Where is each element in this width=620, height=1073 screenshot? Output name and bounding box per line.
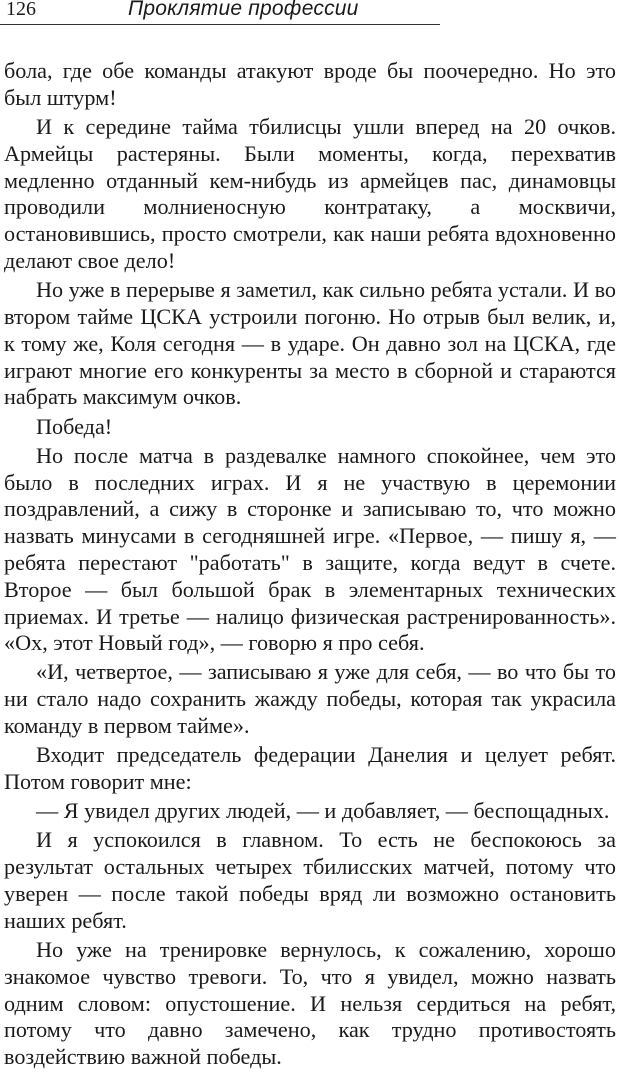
page-number: 126 [6,0,36,20]
paragraph: И к середине тайма тбилисцы ушли вперед на 20 очков. Армейцы растеряны. Были моменты, когда, перехватив медленно отданный кем-нибудь из армейцев пас, динамовцы проводили молниеносную контратаку, а москвичи, остановившись, просто смотрели, как наши ребята вдохновенно делают свое дело! [4,113,616,273]
paragraph: — Я увидел других людей, — и добавляет, — беспощадных. [36,798,610,824]
body-text [4,58,616,1073]
paragraph: бола, где обе команды атакуют вроде бы поочередно. Но это был штурм! [4,58,616,110]
paragraph: Победа! [36,413,113,439]
paragraph: Но уже в перерыве я заметил, как сильно ребята устали. И во втором тайме ЦСКА устроили погоню. Но отрыв был велик, и, к тому же, Коля сегодня — в ударе. Он давно зол на ЦСКА, где играют многие его конкуренты за место в сборной и стараются набрать максимум очков. [4,277,616,410]
running-title: Проклятие профессии [128,0,359,20]
paragraph: Но после матча в раздевалке намного спокойнее, чем это было в последних играх. И я не участвую в церемонии поздравлений, а сижу в сторонке и записываю то, что можно назвать минусами в сегодняшней игре. «Первое, — пишу я, — ребята перестают "работать" в защите, когда ведут в счете. Второе — был большой брак в элементарных технических приемах. И третье — налицо физическая растренированность». «Ох, этот Новый год», — говорю я про себя. [4,442,616,656]
paragraph: Входит председатель федерации Данелия и целует ребят. Потом говорит мне: [4,742,616,795]
paragraph: «И, четвертое, — записываю я уже для себя, — во что бы то ни стало надо сохранить жажду победы, которая так украсила команду в первом тайме». [4,659,616,739]
paragraph: Но уже на тренировке вернулось, к сожалению, хорошо знакомое чувство тревоги. То, что я увидел, можно назвать одним словом: опустошение. И нельзя сердиться на ребят, потому что давно замечено, как трудно противостоять воздействию важной победы. [4,937,616,1070]
paragraph: И я успокоился в главном. То есть не беспокоюсь за результат остальных четырех тбилисских матчей, потому что уверен — после такой победы вряд ли возможно остановить наших ребят. [4,827,616,933]
page-header [0,0,440,25]
